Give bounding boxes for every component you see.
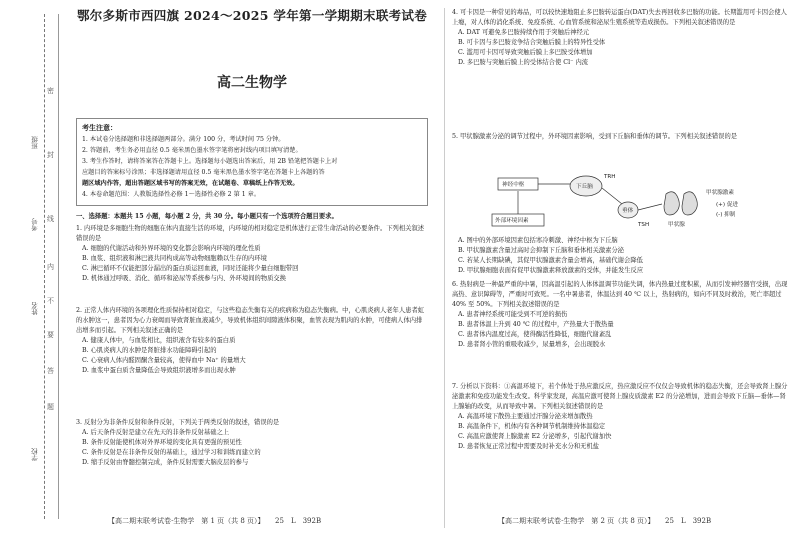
question-7: [452, 382, 788, 452]
option-a: A. 高温环境下散热主要通过汗腺分泌来增加散热: [458, 413, 593, 420]
exam-number-label: 考号: [31, 218, 39, 231]
class-label: 班级: [31, 136, 39, 149]
option-a: A. 细胞的代谢活动和外界环境的变化都会影响内环境的理化性质: [82, 245, 261, 252]
section-heading: [76, 212, 428, 222]
hypothalamus-label: 下丘脑: [576, 184, 593, 190]
question-4: [452, 8, 788, 68]
question-stem: 5. 甲状腺激素分泌的调节过程中，外环境因素影响，受到下丘脑和垂体的调节。下列相关叙述错误的是: [452, 133, 738, 140]
school-label: 学校: [31, 448, 39, 461]
fold-word: 要: [47, 331, 54, 339]
option-d: D. 患者肾小管的重吸收减少，尿量增多，会出现脱水: [458, 341, 606, 348]
question-5-stem: [452, 132, 788, 142]
subject-title: 高二生物学: [217, 75, 287, 91]
fold-line: [44, 14, 45, 519]
option-c: C. 高温应激使肾上腺激素 E2 分泌增多，引起代谢加快: [458, 433, 612, 440]
question-stem: 1. 内环境是多细胞生物的细胞在体内直接生活的环境，内环境的相对稳定是机体进行正常生命活动的必要条件。下列相关叙述错误的是: [76, 225, 425, 242]
thyroid-label: 甲状腺: [668, 222, 685, 228]
question-stem: 3. 反射分为非条件反射和条件反射，下列关于两类反射的叙述，错误的是: [76, 419, 280, 426]
trh-arrow: [602, 188, 622, 204]
section-1-title: 一、选择题：本题共 15 小题，每小题 2 分，共 30 分。每小题只有一个选项符合题目要求。: [76, 213, 338, 220]
option-b: B. 血浆、组织液和淋巴液共同构成高等动物细胞赖以生存的内环境: [82, 255, 267, 262]
question-6: [452, 280, 788, 350]
option-d: D. 血浆中蛋白质含量降低会导致组织液增多而出现水肿: [82, 367, 236, 374]
fold-word: 答: [47, 367, 54, 375]
option-d: D. 甲状腺细胞表面有促甲状腺激素释放激素的受体，并能发生反应: [458, 267, 644, 274]
page-2: [452, 0, 788, 536]
notice-line: 1. 本试卷分选择题和非选择题两部分。满分 100 分，考试时间 75 分钟。: [82, 136, 285, 143]
option-c: C. 淋巴循环不仅能把部分漏出的蛋白质运回血液，同时还能将少量白细胞带回: [82, 265, 299, 272]
fold-word: 内: [47, 263, 54, 271]
option-b: B. 甲状腺激素含量过高时会抑制下丘脑和垂体相关激素分泌: [458, 247, 625, 254]
page-footer: 【高二期末联考试卷·生物学 第 2 页（共 8 页）】 25 L 392B: [498, 517, 712, 525]
option-c: C. 条件反射是在非条件反射的基础上，通过学习和训练而建立的: [82, 449, 261, 456]
question-1: [76, 224, 428, 284]
notice-line: 应题目的答案标号涂黑；非选择题请用直径 0.5 毫米黑色墨水签字笔在答题卡上各题的答: [82, 169, 325, 176]
fold-word: 不: [47, 297, 54, 305]
exam-title: 鄂尔多斯市西四旗 2024～2025 学年第一学期期末联考试卷: [76, 8, 428, 23]
page-footer: 【高二期末联考试卷·生物学 第 1 页（共 8 页）】 25 L 392B: [108, 517, 322, 525]
question-stem: 2. 正常人体内环境的各项理化性质保持相对稳定，与这些稳态失衡有关的疾病称为稳态失衡病。中，心肌炎病人老年人患者虹的水肿这一，患者因为心力衰竭而导致肾脏血液减少，导致机体组织间隙液体积聚，血管表现为肌肉的水肿，可使病人体内排出增多而引起。下列相关叙述正确的是: [76, 307, 425, 334]
fold-word: 密: [47, 87, 54, 95]
question-stem: 6. 热射病是一种最严重的中暑，因高温引起的人体体温调节功能失调，体内热量过度积累，从而引发神经器官受损，出现高热、意识障碍等，严重时可致死。一名中暑患者，体温达到 40 ℃ 以上，热射病的，如向不同及时救治，死亡率超过 40% 至 50%。下列相关叙述错误的是: [452, 281, 788, 308]
exam-notice-box: [76, 118, 428, 206]
option-b: B. 患者体温上升到 40 ℃ 的过程中，产热量大于散热量: [458, 321, 614, 328]
notice-line: 4. 本卷命题范围：人教版选择性必修 1～选择性必修 2 第 1 章。: [82, 191, 261, 198]
question-stem: 7. 分析以下资料：①高温环境下，若个体处于热应激反应，热应激反应不仅仅会导致机体的稳态失衡，还会导致肾上腺分泌激素和免疫功能发生改变。科学家发现，高温应激可使肾上腺皮质激素 E2 的分泌增加，进而会导致下丘脑—垂体—肾上腺轴的改变，从而导致中暑。下列相关叙述错误的是: [452, 383, 788, 410]
binding-gutter: [0, 0, 68, 536]
notice-line: 3. 考生作答时，请将答案答在答题卡上。选择题每小题选出答案后，用 2B 铅笔把答题卡上对: [82, 158, 338, 165]
option-b: B. 条件反射能使机体对外界环境的变化具有更强的预见性: [82, 439, 242, 446]
option-c: C. 若某人长期缺碘，其促甲状腺激素含量会增高，基础代谢会降低: [458, 257, 643, 264]
promote-legend: (+) 促进: [716, 202, 739, 208]
option-d: D. 多巴胺与突触后膜上的受体结合使 Cl⁻ 内流: [458, 59, 589, 66]
option-a: A. 后天条件反射是建立在先天的非条件反射基础之上: [82, 429, 230, 436]
question-2: [76, 306, 428, 376]
fold-word: 题: [47, 403, 54, 411]
tsh-arrow: [638, 204, 662, 210]
thyroid-hormone-label: 甲状腺激素: [706, 190, 734, 196]
option-c: C. 心衰病人体内醛固酮含量较高，使得血中 Na⁺ 的量增大: [82, 357, 246, 364]
option-a: A. DAT 可避免多巴胺持续作用于突触后神经元: [458, 29, 590, 36]
thyroid-shape: [664, 192, 697, 215]
option-a: A. 图中的外部环境因素包括寒冷刺激、神经中枢为下丘脑: [458, 237, 618, 244]
option-c: C. 患者体内温度过高，使得酶活性降低，细胞代谢紊乱: [458, 331, 612, 338]
inhibit-legend: (-) 抑制: [716, 212, 736, 218]
question-stem: 4. 可卡因是一种常见的毒品，可以较快速地阻止多巴胺转运蛋白(DAT)失去再回收多巴胺的功能。长期滥用可卡因会使人上瘾，对人体的消化系统、免疫系统、心血管系统和泌尿生殖系统等造成损伤。下列相关叙述错误的是: [452, 9, 787, 26]
option-a: A. 患者神经系统可能受到不可逆的损伤: [458, 311, 568, 318]
tsh-label: TSH: [638, 222, 650, 228]
question-5-options: [452, 236, 788, 276]
neural-center-label: 神经中枢: [502, 182, 525, 188]
diagram-svg: [452, 164, 788, 236]
question-3: [76, 418, 428, 468]
environment-label: 外部环境因素: [495, 218, 529, 224]
pituitary-label: 垂体: [622, 208, 634, 214]
notice-line: 题区域内作答，超出答题区域书写的答案无效，在试题卷、草稿纸上作答无效。: [82, 180, 299, 187]
fold-word: 线: [47, 215, 54, 223]
notice-line: 2. 答题前，考生务必用直径 0.5 毫米黑色墨水签字笔将密封线内项目填写清楚。: [82, 147, 302, 154]
option-c: C. 滥用可卡因可导致突触后膜上多巴胺受体增加: [458, 49, 593, 56]
seal-line: [58, 14, 59, 519]
option-b: B. 高温条件下，机体内有各种调节机制维持体温稳定: [458, 423, 606, 430]
hormone-regulation-diagram: [452, 164, 788, 236]
notice-heading: 考生注意：: [82, 123, 117, 132]
page-1: [68, 0, 436, 536]
page-divider: [444, 8, 445, 528]
option-d: D. 缩手反射由脊髓控制完成，条件反射需要大脑皮层的参与: [82, 459, 249, 466]
option-b: B. 可卡因与多巴胺竞争结合突触后膜上的特异性受体: [458, 39, 606, 46]
option-d: D. 机体通过呼吸、消化、循环和泌尿等系统参与内、外环境间的物质交换: [82, 275, 287, 282]
name-label: 姓名: [31, 302, 39, 315]
option-b: B. 心肌炎病人的水肿是肾脏排水功能障碍引起的: [82, 347, 217, 354]
option-a: A. 健康人体中，与血浆相比，组织液含有较多的蛋白质: [82, 337, 236, 344]
trh-label: TRH: [604, 174, 616, 180]
fold-word: 封: [47, 151, 54, 159]
option-d: D. 患者恢复正常过程中需要及时补充水分和无机盐: [458, 443, 600, 450]
